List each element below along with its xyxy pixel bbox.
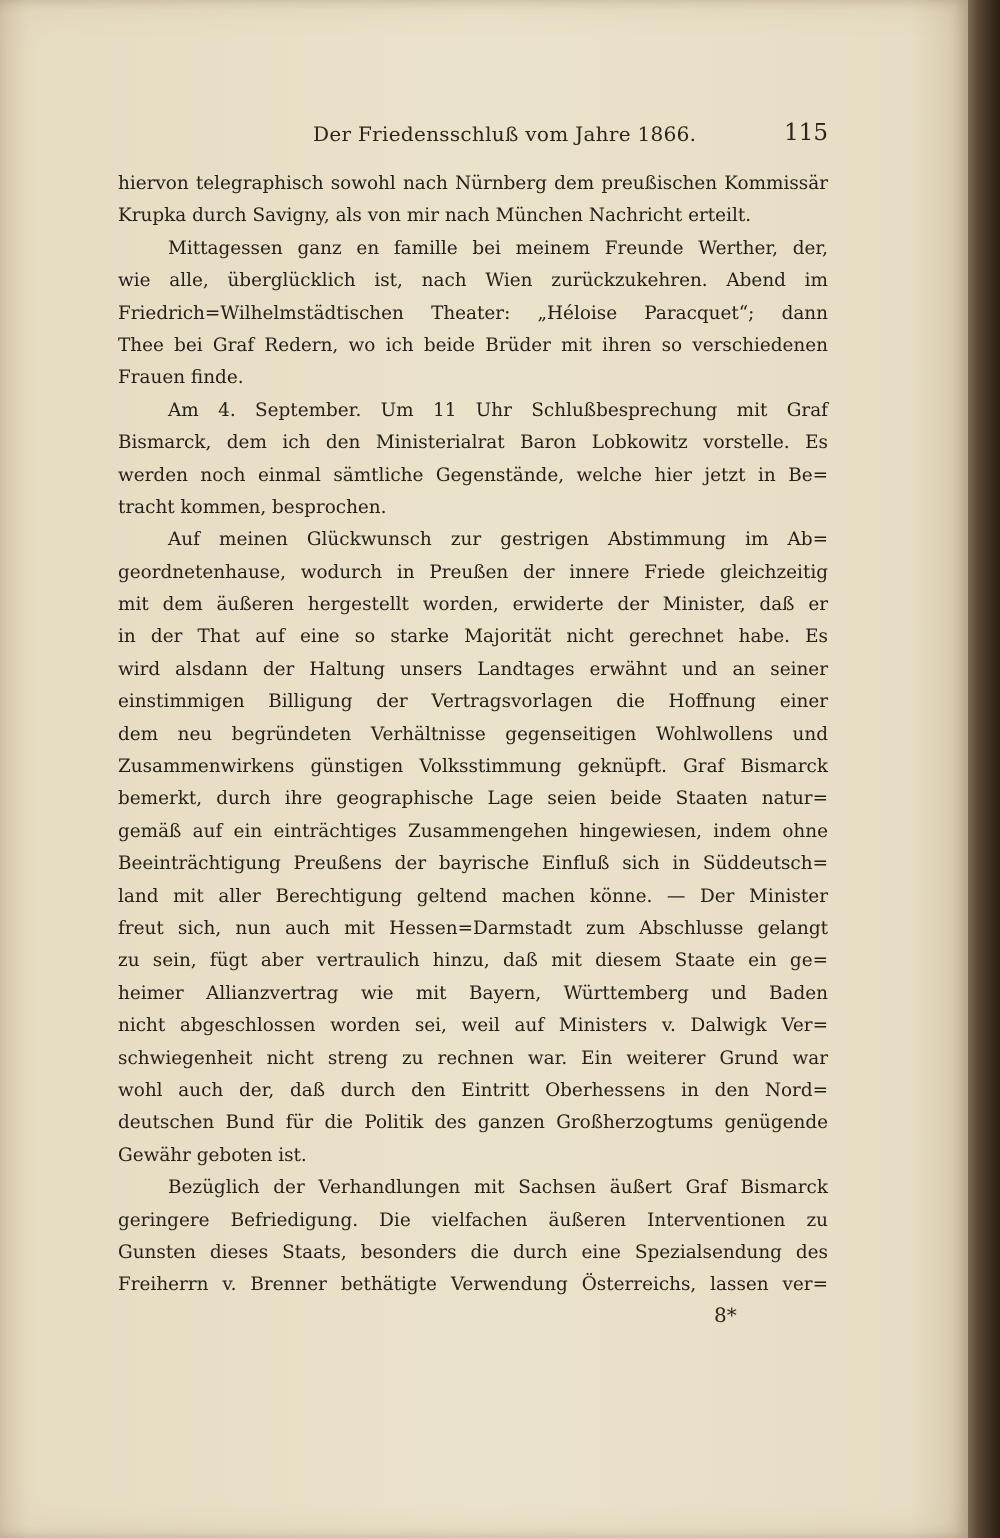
text-line: hiervon telegraphisch sowohl nach Nürnberg dem preußischen Kommissär	[118, 173, 828, 194]
text-line: Gunsten dieses Staats, besonders die durch eine Spezialsendung des	[118, 1241, 828, 1263]
text-line: zu sein, fügt aber vertraulich hinzu, daß mit diesem Staate ein ge=	[118, 950, 828, 972]
text-line: bemerkt, durch ihre geographische Lage seien beide Staaten natur=	[118, 788, 828, 810]
running-title: Der Friedensschluß vom Jahre 1866.	[313, 122, 697, 146]
text-line: wohl auch der, daß durch den Eintritt Oberhessens in den Nord=	[118, 1079, 828, 1101]
body-text	[118, 168, 828, 1302]
text-line: Freiherrn v. Brenner bethätigte Verwendung Österreichs, lassen ver=	[118, 1274, 828, 1296]
text-line: einstimmigen Billigung der Vertragsvorlagen die Hoffnung einer	[118, 691, 828, 713]
text-line: geringere Befriedigung. Die vielfachen äußeren Interventionen zu	[118, 1209, 828, 1231]
text-line: Krupka durch Savigny, als von mir nach München Nachricht erteilt.	[118, 205, 752, 227]
text-line: wird alsdann der Haltung unsers Landtages erwähnt und an seiner	[118, 658, 828, 680]
text-line: Bismarck, dem ich den Ministerialrat Baron Lobkowitz vorstelle. Es	[118, 432, 828, 454]
text-line: Mittagessen ganz en famille bei meinem Freunde Werther, der,	[168, 237, 828, 259]
text-line: heimer Allianzvertrag wie mit Bayern, Württemberg und Baden	[118, 982, 828, 1004]
text-line: tracht kommen, besprochen.	[118, 496, 387, 518]
text-line: wie alle, überglücklich ist, nach Wien zurückzukehren. Abend im	[118, 270, 828, 292]
text-line: in der That auf eine so starke Majorität nicht gerechnet habe. Es	[118, 626, 828, 648]
text-line: nicht abgeschlossen worden sei, weil auf Ministers v. Dalwigk Ver=	[118, 1015, 828, 1037]
text-line: werden noch einmal sämtliche Gegenstände, welche hier jetzt in Be=	[118, 464, 828, 486]
text-line: Friedrich=Wilhelmstädtischen Theater: „Héloise Paracquet“; dann	[118, 302, 828, 324]
text-line: mit dem äußeren hergestellt worden, erwiderte der Minister, daß er	[118, 594, 828, 616]
text-line: geordnetenhause, wodurch in Preußen der innere Friede gleichzeitig	[118, 561, 828, 583]
text-line: Beeinträchtigung Preußens der bayrische Einfluß sich in Süddeutsch=	[118, 853, 828, 875]
text-line: Gewähr geboten ist.	[118, 1144, 307, 1166]
text-line: deutschen Bund für die Politik des ganzen Großherzogtums genügende	[118, 1112, 828, 1134]
text-line: Thee bei Graf Redern, wo ich beide Brüder mit ihren so verschiedenen	[118, 334, 828, 356]
text-line: Zusammenwirkens günstigen Volksstimmung geknüpft. Graf Bismarck	[118, 756, 828, 778]
text-line: gemäß auf ein einträchtiges Zusammengehen hingewiesen, indem ohne	[118, 820, 828, 842]
text-line: Am 4. September. Um 11 Uhr Schlußbesprechung mit Graf	[168, 399, 828, 421]
book-spine-edge	[968, 0, 1000, 1538]
text-line: schwiegenheit nicht streng zu rechnen war. Ein weiterer Grund war	[118, 1047, 828, 1069]
page-number: 115	[784, 120, 828, 146]
text-line: Auf meinen Glückwunsch zur gestrigen Abstimmung im Ab=	[168, 529, 828, 551]
text-line: land mit aller Berechtigung geltend machen könne. — Der Minister	[118, 885, 828, 907]
text-line: Frauen finde.	[118, 367, 244, 389]
page-header	[118, 118, 828, 154]
text-line: dem neu begründeten Verhältnisse gegenseitigen Wohlwollens und	[118, 723, 828, 745]
text-line: Bezüglich der Verhandlungen mit Sachsen äußert Graf Bismarck	[168, 1177, 828, 1199]
signature-mark: 8*	[714, 1303, 737, 1327]
text-line: freut sich, nun auch mit Hessen=Darmstadt zum Abschlusse gelangt	[118, 917, 828, 939]
